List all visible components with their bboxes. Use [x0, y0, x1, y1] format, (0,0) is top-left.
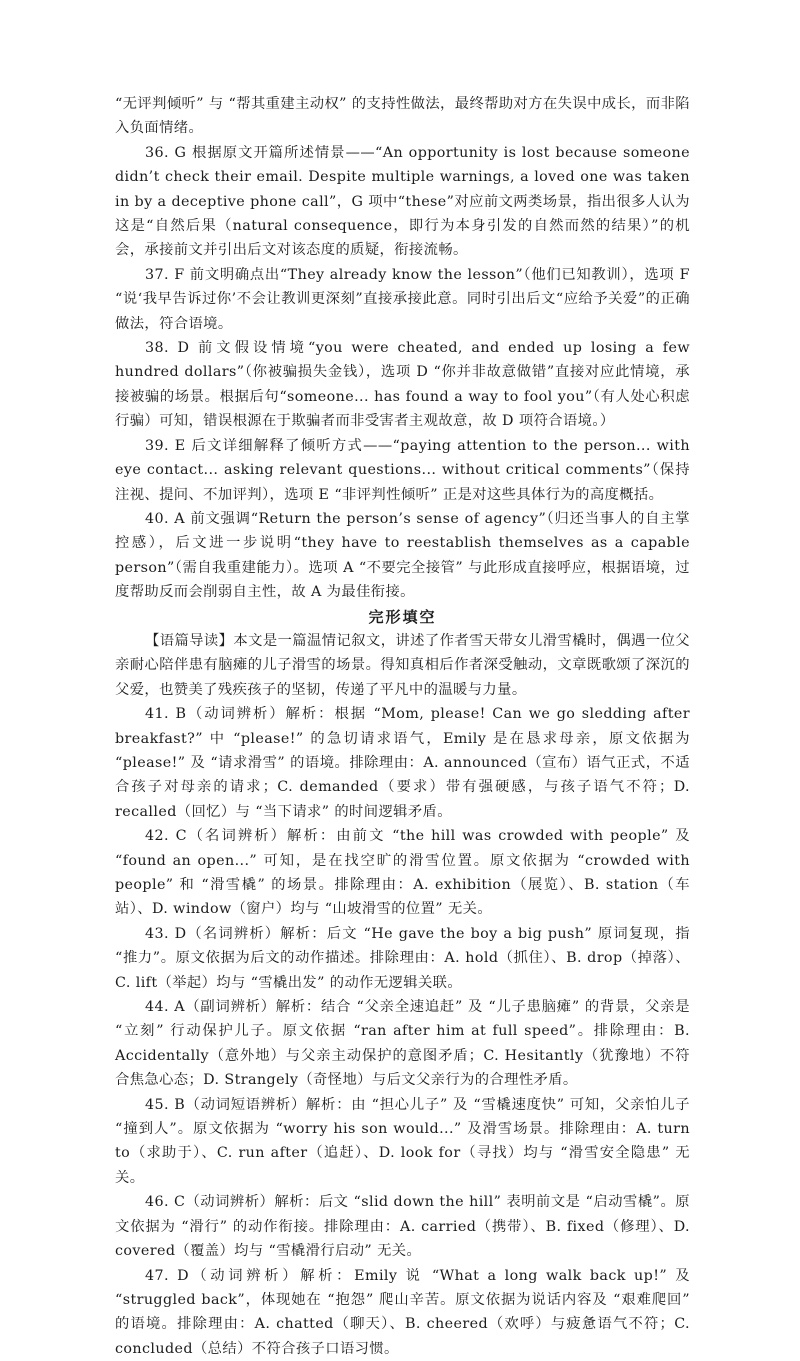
cloze-item-47: 47. D（动词辨析）解析：Emily 说 “What a long walk back up!” 及 “struggled back”，体现她在 “抱怨” 爬山辛苦。原文依据为说话内容及 “艰难爬回” 的语境。排除理由：A. chatted（聊天）、B. cheered（欢呼）与疲惫语气不符；C. concluded（总结）不符合孩子口语习惯。 [115, 1264, 690, 1361]
cloze-item-45: 45. B（动词短语辨析）解析：由 “担心儿子” 及 “雪橇速度快” 可知，父亲怕儿子 “撞到人”。原文依据为 “worry his son would...” 及滑雪场景。排除理由：A. turn to（求助于）、C. run after（追赶）、D. look for（寻找）均与 “滑雪安全隐患” 无关。 [115, 1093, 690, 1191]
passage-guide: 【语篇导读】本文是一篇温情记叙文，讲述了作者雪天带女儿滑雪橇时，偶遇一位父亲耐心陪伴患有脑瘫的儿子滑雪的场景。得知真相后作者深受触动，文章既歌颂了深沉的父爱，也赞美了残疾孩子的坚韧，传递了平凡中的温暖与力量。 [115, 629, 690, 702]
cloze-item-46: 46. C（动词辨析）解析：后文 “slid down the hill” 表明前文是 “启动雪橇”。原文依据为 “滑行” 的动作衔接。排除理由：A. carried（携带）、B. fixed（修理）、D. covered（覆盖）均与 “雪橇滑行启动” 无关。 [115, 1190, 690, 1263]
cloze-item-41: 41. B（动词辨析）解析：根据 “Mom, please! Can we go sledding after breakfast?” 中 “please!” 的急切请求语气，Emily 是在恳求母亲，原文依据为 “please!” 及 “请求滑雪” 的语境。排除理由：A. announced（宣布）语气正式，不适合孩子对母亲的请求；C. demanded（要求）带有强硬感，与孩子语气不符；D. recalled（回忆）与 “当下请求” 的时间逻辑矛盾。 [115, 702, 690, 824]
analysis-item-40: 40. A 前文强调“Return the person’s sense of agency”（归还当事人的自主掌控感），后文进一步说明“they have to reestablish themselves as a capable person”（需自我重建能力）。选项 A “不要完全接管” 与此形成直接呼应，根据语境，过度帮助反而会削弱自主性，故 A 为最佳衔接。 [115, 507, 690, 605]
analysis-item-38: 38. D 前文假设情境“you were cheated, and ended up losing a few hundred dollars”（你被骗损失金钱），选项 D “你并非故意做错”直接对应此情境，承接被骗的场景。根据后句“someone... has found a way to fool you”（有人处心积虑行骗）可知，错误根源在于欺骗者而非受害者主观故意，故 D 项符合语境。） [115, 336, 690, 434]
cloze-item-44: 44. A（副词辨析）解析：结合 “父亲全速追赶” 及 “儿子患脑瘫” 的背景，父亲是 “立刻” 行动保护儿子。原文依据 “ran after him at full speed”。排除理由：B. Accidentally（意外地）与父亲主动保护的意图矛盾；C. Hesitantly（犹豫地）不符合焦急心态；D. Strangely（奇怪地）与后文父亲行为的合理性矛盾。 [115, 995, 690, 1093]
section-heading-cloze: 完形填空 [115, 605, 690, 629]
analysis-item-36: 36. G 根据原文开篇所述情景——“An opportunity is lost because someone didn’t check their email. Despite multiple warnings, a loved one was taken in by a deceptive phone call”，G 项中“these”对应前文两类场景，指出很多人认为这是“自然后果（natural consequence，即行为本身引发的自然而然的结果）”的机会，承接前文并引出后文对该态度的质疑，衔接流畅。 [115, 141, 690, 263]
analysis-item-39: 39. E 后文详细解释了倾听方式——“paying attention to the person... with eye contact... asking relevant questions... without critical comments”（保持注视、提问、不加评判），选项 E “非评判性倾听” 正是对这些具体行为的高度概括。 [115, 434, 690, 507]
analysis-intro-tail: “无评判倾听” 与 “帮其重建主动权” 的支持性做法，最终帮助对方在失误中成长，而非陷入负面情绪。 [115, 92, 690, 141]
cloze-item-42: 42. C（名词辨析）解析：由前文 “the hill was crowded with people” 及 “found an open...” 可知，是在找空旷的滑雪位置。原文依据为 “crowded with people” 和 “滑雪橇” 的场景。排除理由：A. exhibition（展览）、B. station（车站）、D. window（窗户）均与 “山坡滑雪的位置” 无关。 [115, 824, 690, 922]
analysis-item-37: 37. F 前文明确点出“They already know the lesson”（他们已知教训），选项 F “说‘我早告诉过你’不会让教训更深刻”直接承接此意。同时引出后文“应给予关爱”的正确做法，符合语境。 [115, 263, 690, 336]
cloze-item-43: 43. D（名词辨析）解析：后文 “He gave the boy a big push” 原词复现，指 “推力”。原文依据为后文的动作描述。排除理由：A. hold（抓住）、B. drop（掉落）、C. lift（举起）均与 “雪橇出发” 的动作无逻辑关联。 [115, 922, 690, 995]
